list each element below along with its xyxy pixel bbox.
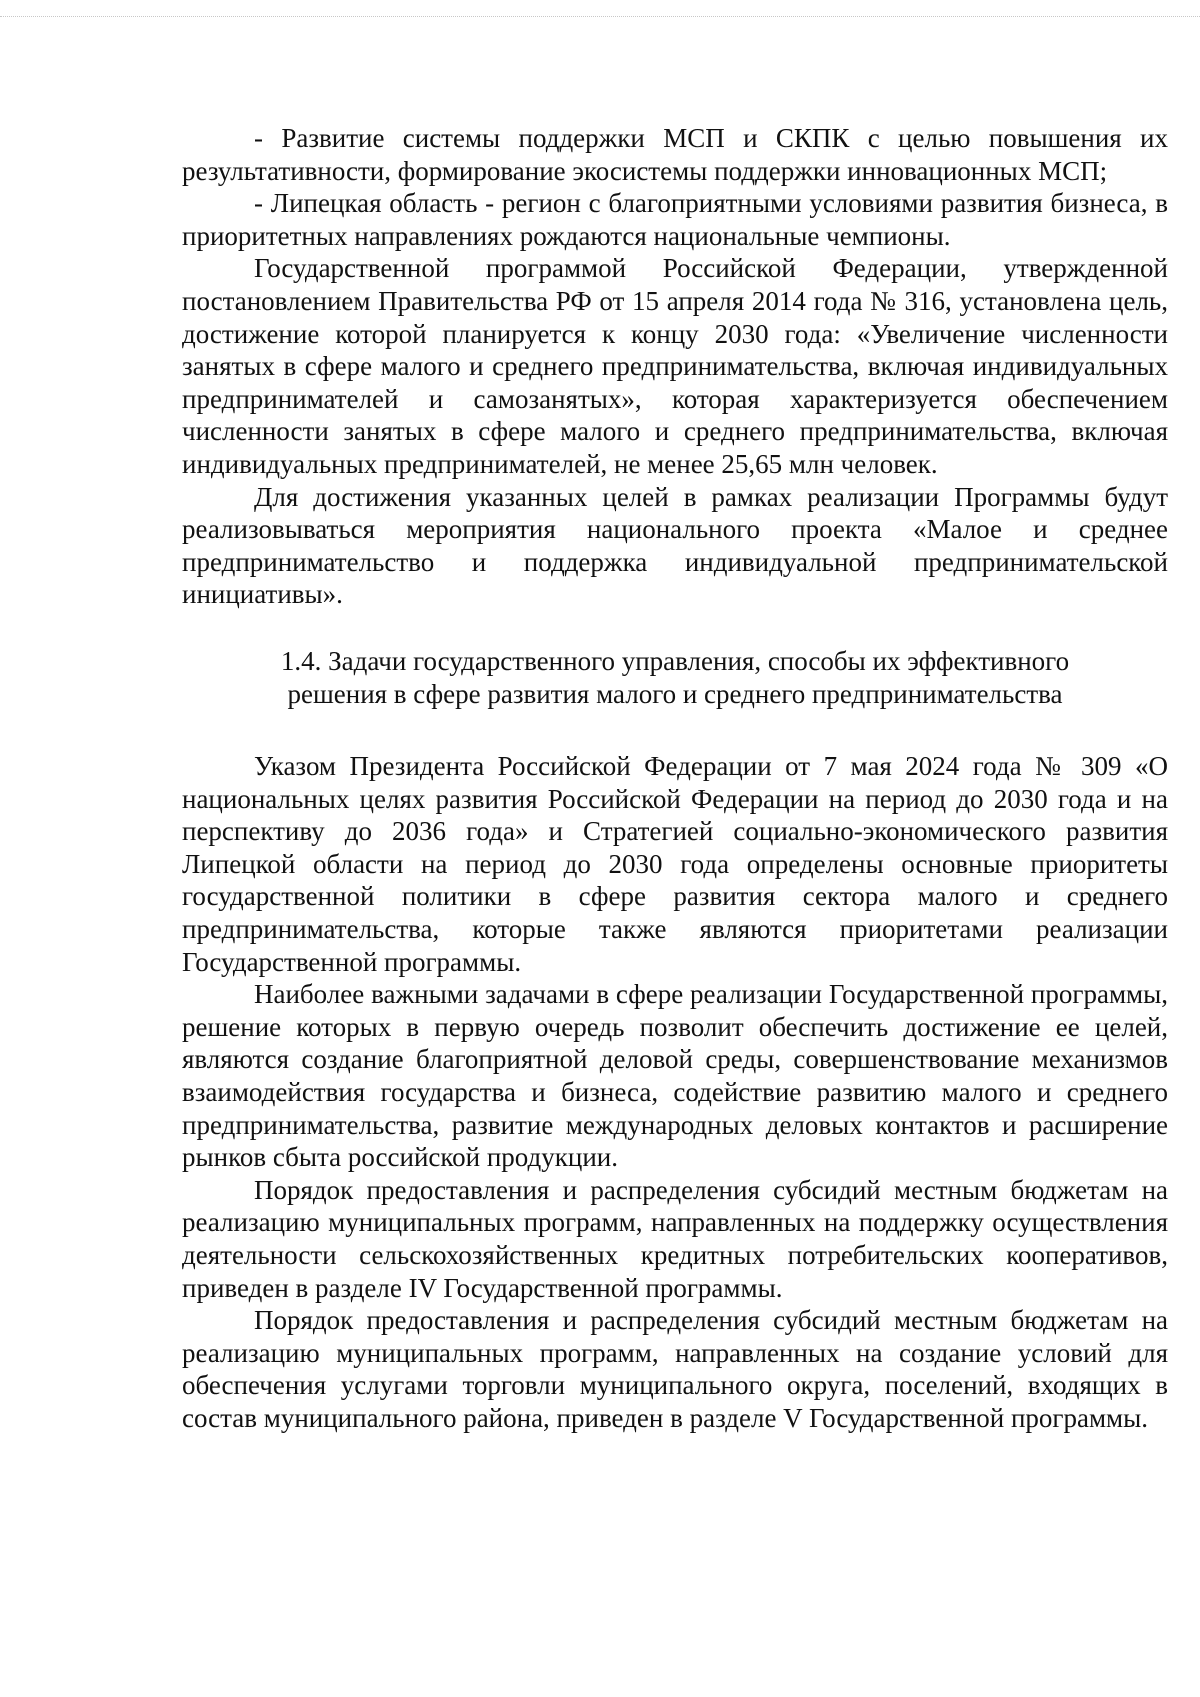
document-body [182,122,1168,1435]
spacer [182,611,1168,645]
paragraph-subsidies-skpk: Порядок предоставления и распределения субсидий местным бюджетам на реализацию муниципальных программ, направленных на поддержку осуществления деятельности сельскохозяйственных кредитных потребительских кооперативов, приведен в разделе IV Государственной программы. [182,1174,1168,1303]
paragraph-national-project: Для достижения указанных целей в рамках реализации Программы будут реализовываться мероприятия национального проекта «Малое и среднее предпринимательство и поддержка индивидуальной предпринимательской инициативы». [182,481,1168,610]
paragraph-lipetsk-region: - Липецкая область - регион с благоприятными условиями развития бизнеса, в приоритетных направлениях рождаются национальные чемпионы. [182,188,1168,251]
paragraph-msp-support: - Развитие системы поддержки МСП и СКПК с целью повышения их результативности, формирование экосистемы поддержки инновационных МСП; [182,123,1168,186]
section-heading-1-4 [182,645,1168,710]
section-heading-line-2: решения в сфере развития малого и среднего предпринимательства [287,678,1063,709]
paragraph-federal-program-goal: Государственной программой Российской Федерации, утвержденной постановлением Правительства РФ от 15 апреля 2014 года № 316, установлена цель, достижение которой планируется к концу 2030 года: «Увеличение численности занятых в сфере малого и среднего предпринимательства, включая индивидуальных предпринимателей и самозанятых», которая характеризуется обеспечением численности занятых в сфере малого и среднего предпринимательства, включая индивидуальных предпринимателей, не менее 25,65 млн человек. [182,253,1168,479]
scan-top-edge [0,16,1200,17]
paragraph-subsidies-trade: Порядок предоставления и распределения субсидий местным бюджетам на реализацию муниципальных программ, направленных на создание условий для обеспечения услугами торговли муниципального округа, поселений, входящих в состав муниципального района, приведен в разделе V Государственной программы. [182,1305,1168,1433]
paragraph-presidential-decree: Указом Президента Российской Федерации от 7 мая 2024 года № 309 «О национальных целях развития Российской Федерации на период до 2030 года и на перспективу до 2036 года» и Стратегией социально-экономического развития Липецкой области на период до 2030 года определены основные приоритеты государственной политики в сфере развития сектора малого и среднего предпринимательства, которые также являются приоритетами реализации Государственной программы. [182,751,1168,977]
section-heading-line-1: 1.4. Задачи государственного управления, способы их эффективного [280,645,1070,676]
paragraph-key-tasks: Наиболее важными задачами в сфере реализации Государственной программы, решение которых в первую очередь позволит обеспечить достижение ее целей, являются создание благоприятной деловой среды, совершенствование механизмов взаимодействия государства и бизнеса, содействие развитию малого и среднего предпринимательства, развитие международных деловых контактов и расширение рынков сбыта российской продукции. [182,979,1168,1173]
spacer [182,710,1168,750]
